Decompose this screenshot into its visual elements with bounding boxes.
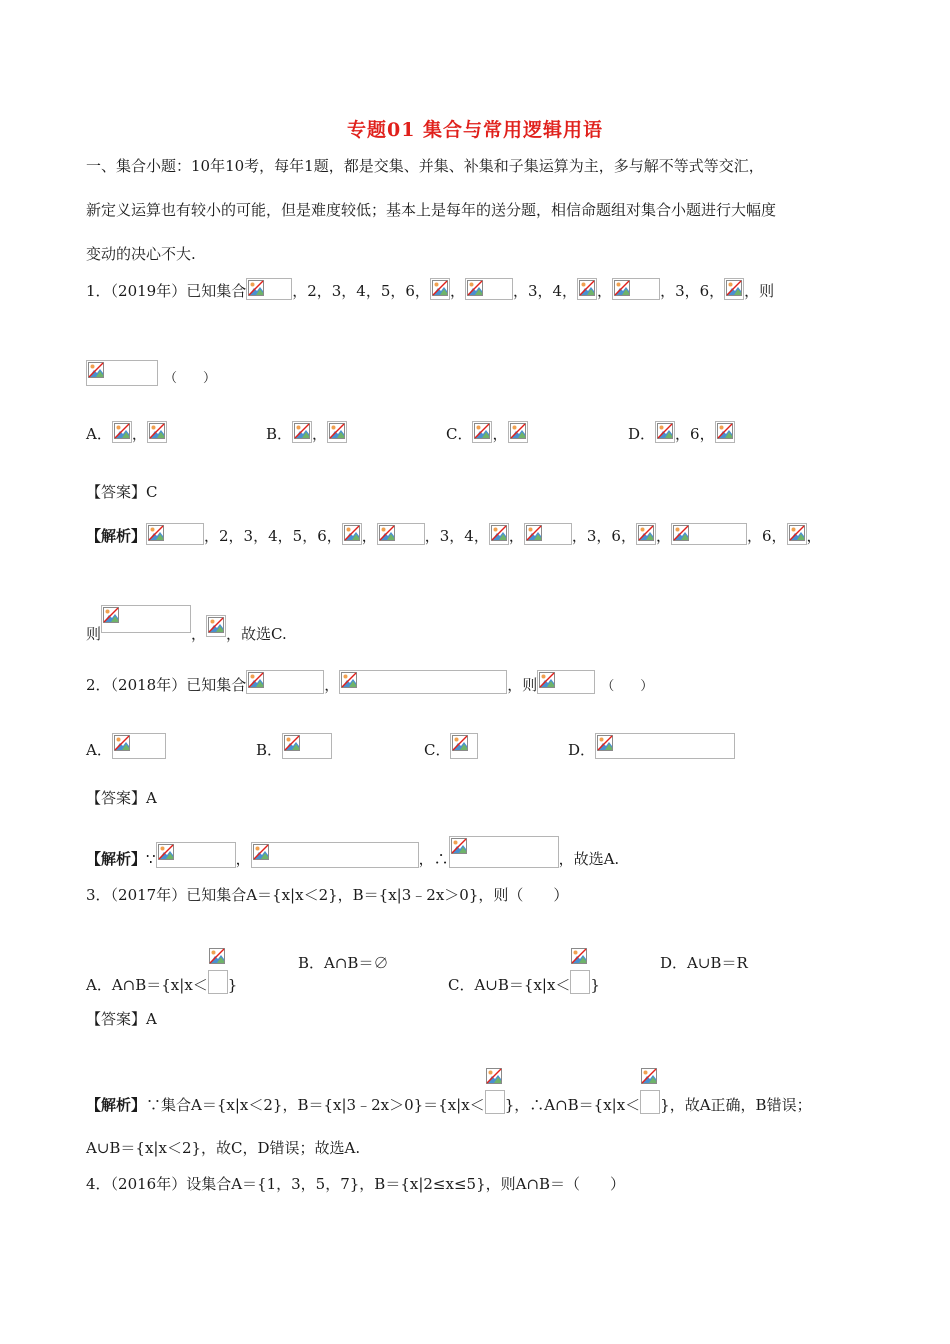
- broken-image-icon: [114, 423, 130, 439]
- broken-image-icon: [248, 280, 264, 296]
- formula-image: [524, 523, 572, 545]
- formula-image: [146, 523, 204, 545]
- q3-option-a: A．A∩B＝{x|x＜ }: [86, 948, 237, 995]
- formula-image: [537, 670, 595, 694]
- broken-image-icon: [114, 735, 130, 751]
- q3-option-c: C．A∪B＝{x|x＜ }: [448, 948, 600, 995]
- q1-option-d: D． ，6，: [628, 421, 735, 444]
- formula-image: [636, 523, 656, 545]
- broken-image-icon: [726, 280, 742, 296]
- formula-image: [342, 523, 362, 545]
- broken-image-icon: [510, 423, 526, 439]
- broken-image-icon: [451, 838, 467, 854]
- broken-image-icon: [158, 844, 174, 860]
- formula-image: [86, 360, 158, 386]
- formula-image: [147, 421, 167, 443]
- q2-option-a: A．: [86, 733, 166, 760]
- broken-image-icon: [638, 525, 654, 541]
- formula-image: [489, 523, 509, 545]
- formula-image: [640, 1068, 660, 1114]
- formula-image: [577, 278, 597, 300]
- broken-image-icon: [673, 525, 689, 541]
- broken-image-icon: [657, 423, 673, 439]
- intro-line-2: 新定义运算也有较小的可能，但是难度较低；基本上是每年的送分题，相信命题组对集合小题进行大幅度: [86, 201, 777, 219]
- formula-image: [595, 733, 735, 759]
- q2-option-d: D．: [568, 733, 735, 760]
- q1-stem-cont: （ ）: [86, 360, 216, 389]
- formula-image: [327, 421, 347, 443]
- formula-image: [715, 421, 735, 443]
- broken-image-icon: [571, 948, 587, 964]
- formula-image: [282, 733, 332, 759]
- broken-image-icon: [789, 525, 805, 541]
- broken-image-icon: [579, 280, 595, 296]
- formula-image: [465, 278, 513, 300]
- q1-analysis-cont: 则 ， ，故选C.: [86, 605, 287, 644]
- broken-image-icon: [467, 280, 483, 296]
- broken-image-icon: [88, 362, 104, 378]
- formula-image: [292, 421, 312, 443]
- page-title: 专题01 集合与常用逻辑用语: [346, 119, 604, 141]
- q1-option-a: A． ，: [86, 421, 167, 444]
- q1-analysis: 【解析】 ，2，3，4，5，6， ， ，3，4， ， ，3，6， ， ，6， ，: [86, 523, 822, 546]
- broken-image-icon: [294, 423, 310, 439]
- formula-image: [787, 523, 807, 545]
- broken-image-icon: [341, 672, 357, 688]
- formula-image: [208, 948, 228, 994]
- q1-stem: 1．（2019年）已知集合 ，2，3，4，5，6， ， ，3，4， ， ，3，6， ，则: [86, 278, 774, 301]
- formula-image: [112, 421, 132, 443]
- broken-image-icon: [614, 280, 630, 296]
- broken-image-icon: [284, 735, 300, 751]
- formula-image: [101, 605, 191, 633]
- q1-option-b: B． ，: [266, 421, 347, 444]
- broken-image-icon: [253, 844, 269, 860]
- formula-image: [450, 733, 478, 759]
- broken-image-icon: [209, 948, 225, 964]
- formula-image: [206, 615, 226, 637]
- q2-option-c: C．: [424, 733, 478, 760]
- intro-paragraph: [86, 144, 866, 276]
- q2-option-b: B．: [256, 733, 332, 760]
- q1-option-c: C． ，: [446, 421, 528, 444]
- broken-image-icon: [379, 525, 395, 541]
- q3-option-d: D．A∪B＝R: [660, 954, 748, 972]
- formula-image: [246, 670, 324, 694]
- broken-image-icon: [344, 525, 360, 541]
- formula-image: [472, 421, 492, 443]
- formula-image: [430, 278, 450, 300]
- broken-image-icon: [539, 672, 555, 688]
- formula-image: [671, 523, 747, 545]
- formula-image: [724, 278, 744, 300]
- q3-stem: 3．（2017年）已知集合A＝{x|x＜2}，B＝{x|3﹣2x＞0}，则（ ）: [86, 886, 569, 904]
- broken-image-icon: [491, 525, 507, 541]
- formula-image: [612, 278, 660, 300]
- broken-image-icon: [149, 423, 165, 439]
- broken-image-icon: [248, 672, 264, 688]
- q3-answer: 【答案】A: [86, 1010, 157, 1028]
- intro-line-3: 变动的决心不大.: [86, 245, 196, 263]
- broken-image-icon: [148, 525, 164, 541]
- broken-image-icon: [486, 1068, 502, 1084]
- broken-image-icon: [597, 735, 613, 751]
- q2-stem: 2．（2018年）已知集合 ， ，则 （ ）: [86, 670, 653, 697]
- intro-line-1: 一、集合小题：10年10考，每年1题，都是交集、并集、补集和子集运算为主，多与解不等式等交汇，: [86, 157, 764, 175]
- q3-option-b: B．A∩B＝∅: [298, 954, 389, 972]
- broken-image-icon: [717, 423, 733, 439]
- formula-image: [508, 421, 528, 443]
- q3-analysis-cont: A∪B＝{x|x＜2}，故C，D错误；故选A.: [86, 1139, 361, 1157]
- formula-image: [449, 836, 559, 868]
- broken-image-icon: [452, 735, 468, 751]
- broken-image-icon: [329, 423, 345, 439]
- formula-image: [156, 842, 236, 868]
- broken-image-icon: [474, 423, 490, 439]
- broken-image-icon: [103, 607, 119, 623]
- formula-image: [339, 670, 507, 694]
- q4-stem: 4．（2016年）设集合A＝{1，3，5，7}，B＝{x|2≤x≤5}，则A∩B＝（ ）: [86, 1175, 626, 1193]
- q2-analysis: 【解析】∵ ， ，∴ ，故选A.: [86, 836, 619, 869]
- formula-image: [246, 278, 292, 300]
- formula-image: [655, 421, 675, 443]
- formula-image: [377, 523, 425, 545]
- q1-answer: 【答案】C: [86, 483, 158, 501]
- formula-image: [112, 733, 166, 759]
- q3-analysis: 【解析】∵集合A＝{x|x＜2}，B＝{x|3﹣2x＞0}＝{x|x＜ }，∴A∩B＝{x|x＜ }，故A正确，B错误；: [86, 1068, 812, 1115]
- formula-image: [251, 842, 419, 868]
- q2-answer: 【答案】A: [86, 789, 157, 807]
- broken-image-icon: [432, 280, 448, 296]
- broken-image-icon: [641, 1068, 657, 1084]
- formula-image: [570, 948, 590, 994]
- formula-image: [485, 1068, 505, 1114]
- broken-image-icon: [526, 525, 542, 541]
- broken-image-icon: [208, 617, 224, 633]
